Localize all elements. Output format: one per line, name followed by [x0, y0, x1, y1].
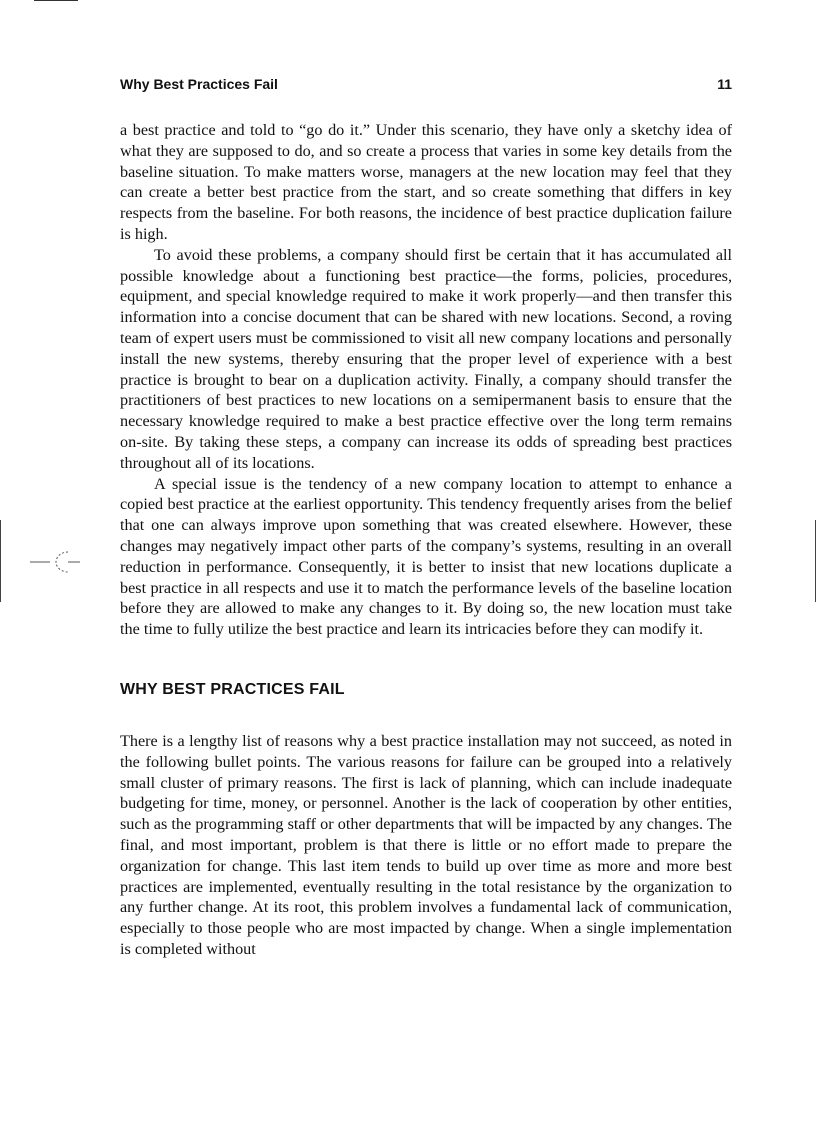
running-header: [120, 75, 732, 93]
crop-mark-left: [0, 520, 1, 602]
running-title: Why Best Practices Fail: [120, 76, 278, 92]
paragraph-reasons: There is a lengthy list of reasons why a best practice installation may not succeed, as noted in the following bullet points. The various reasons for failure can be grouped into a relatively small cluster of primary reasons. The first is lack of planning, which can include inadequate budgeting for time, money, or personnel. Another is the lack of cooperation by other entities, such as the programming staff or other departments that will be impacted by any changes. The final, and most important, problem is that there is little or no effort made to prepare the organization for change. This last item tends to build up over time as more and more best practices are implemented, eventually resulting in the total resistance by the organization to any further change. At its root, this problem involves a fundamental lack of communication, especially to those people who are most impacted by change. When a single implementation is completed without: [120, 731, 732, 958]
paragraph-avoid-problems: To avoid these problems, a company should first be certain that it has accumulated all possible knowledge about a functioning best practice—the forms, policies, procedures, equipment, and special knowledge required to make it work properly—and then transfer this information into a concise document that can be shared with new locations. Second, a roving team of expert users must be commissioned to visit all new company locations and personally install the new systems, thereby ensuring that the proper level of experience with a best practice is brought to bear on a duplication activity. Finally, a company should transfer the practitioners of best practices to new locations on a semipermanent basis to ensure that the necessary knowledge required to make a best practice effective over the long term remains on-site. By taking these steps, a company can increase its odds of spreading best practices throughout all of its locations.: [120, 245, 732, 472]
page-body: [120, 120, 732, 960]
page-number: 11: [717, 76, 732, 92]
paragraph-special-issue: A special issue is the tendency of a new company location to attempt to enhance a copied best practice at the earliest opportunity. This tendency frequently arises from the belief that one can always improve upon something that was created elsewhere. However, these changes may negatively impact other parts of the company’s systems, resulting in an overall reduction in performance. Consequently, it is better to insist that new locations duplicate a best practice in all respects and use it to match the performance levels of the baseline location before they are allowed to make any changes to it. By doing so, the new location must take the time to fully utilize the best practice and learn its intricacies before they can modify it.: [120, 474, 732, 639]
crop-mark-top: [34, 0, 78, 1]
section-heading: WHY BEST PRACTICES FAIL: [120, 680, 345, 698]
registration-mark-icon: [28, 548, 82, 576]
paragraph-continued: a best practice and told to “go do it.” Under this scenario, they have only a sketchy idea of what they are supposed to do, and so create a process that varies in some key details from the baseline situation. To make matters worse, managers at the new location may feel that they can create a better best practice from the start, and so create something that differs in key respects from the baseline. For both reasons, the incidence of best practice duplication failure is high.: [120, 121, 732, 243]
